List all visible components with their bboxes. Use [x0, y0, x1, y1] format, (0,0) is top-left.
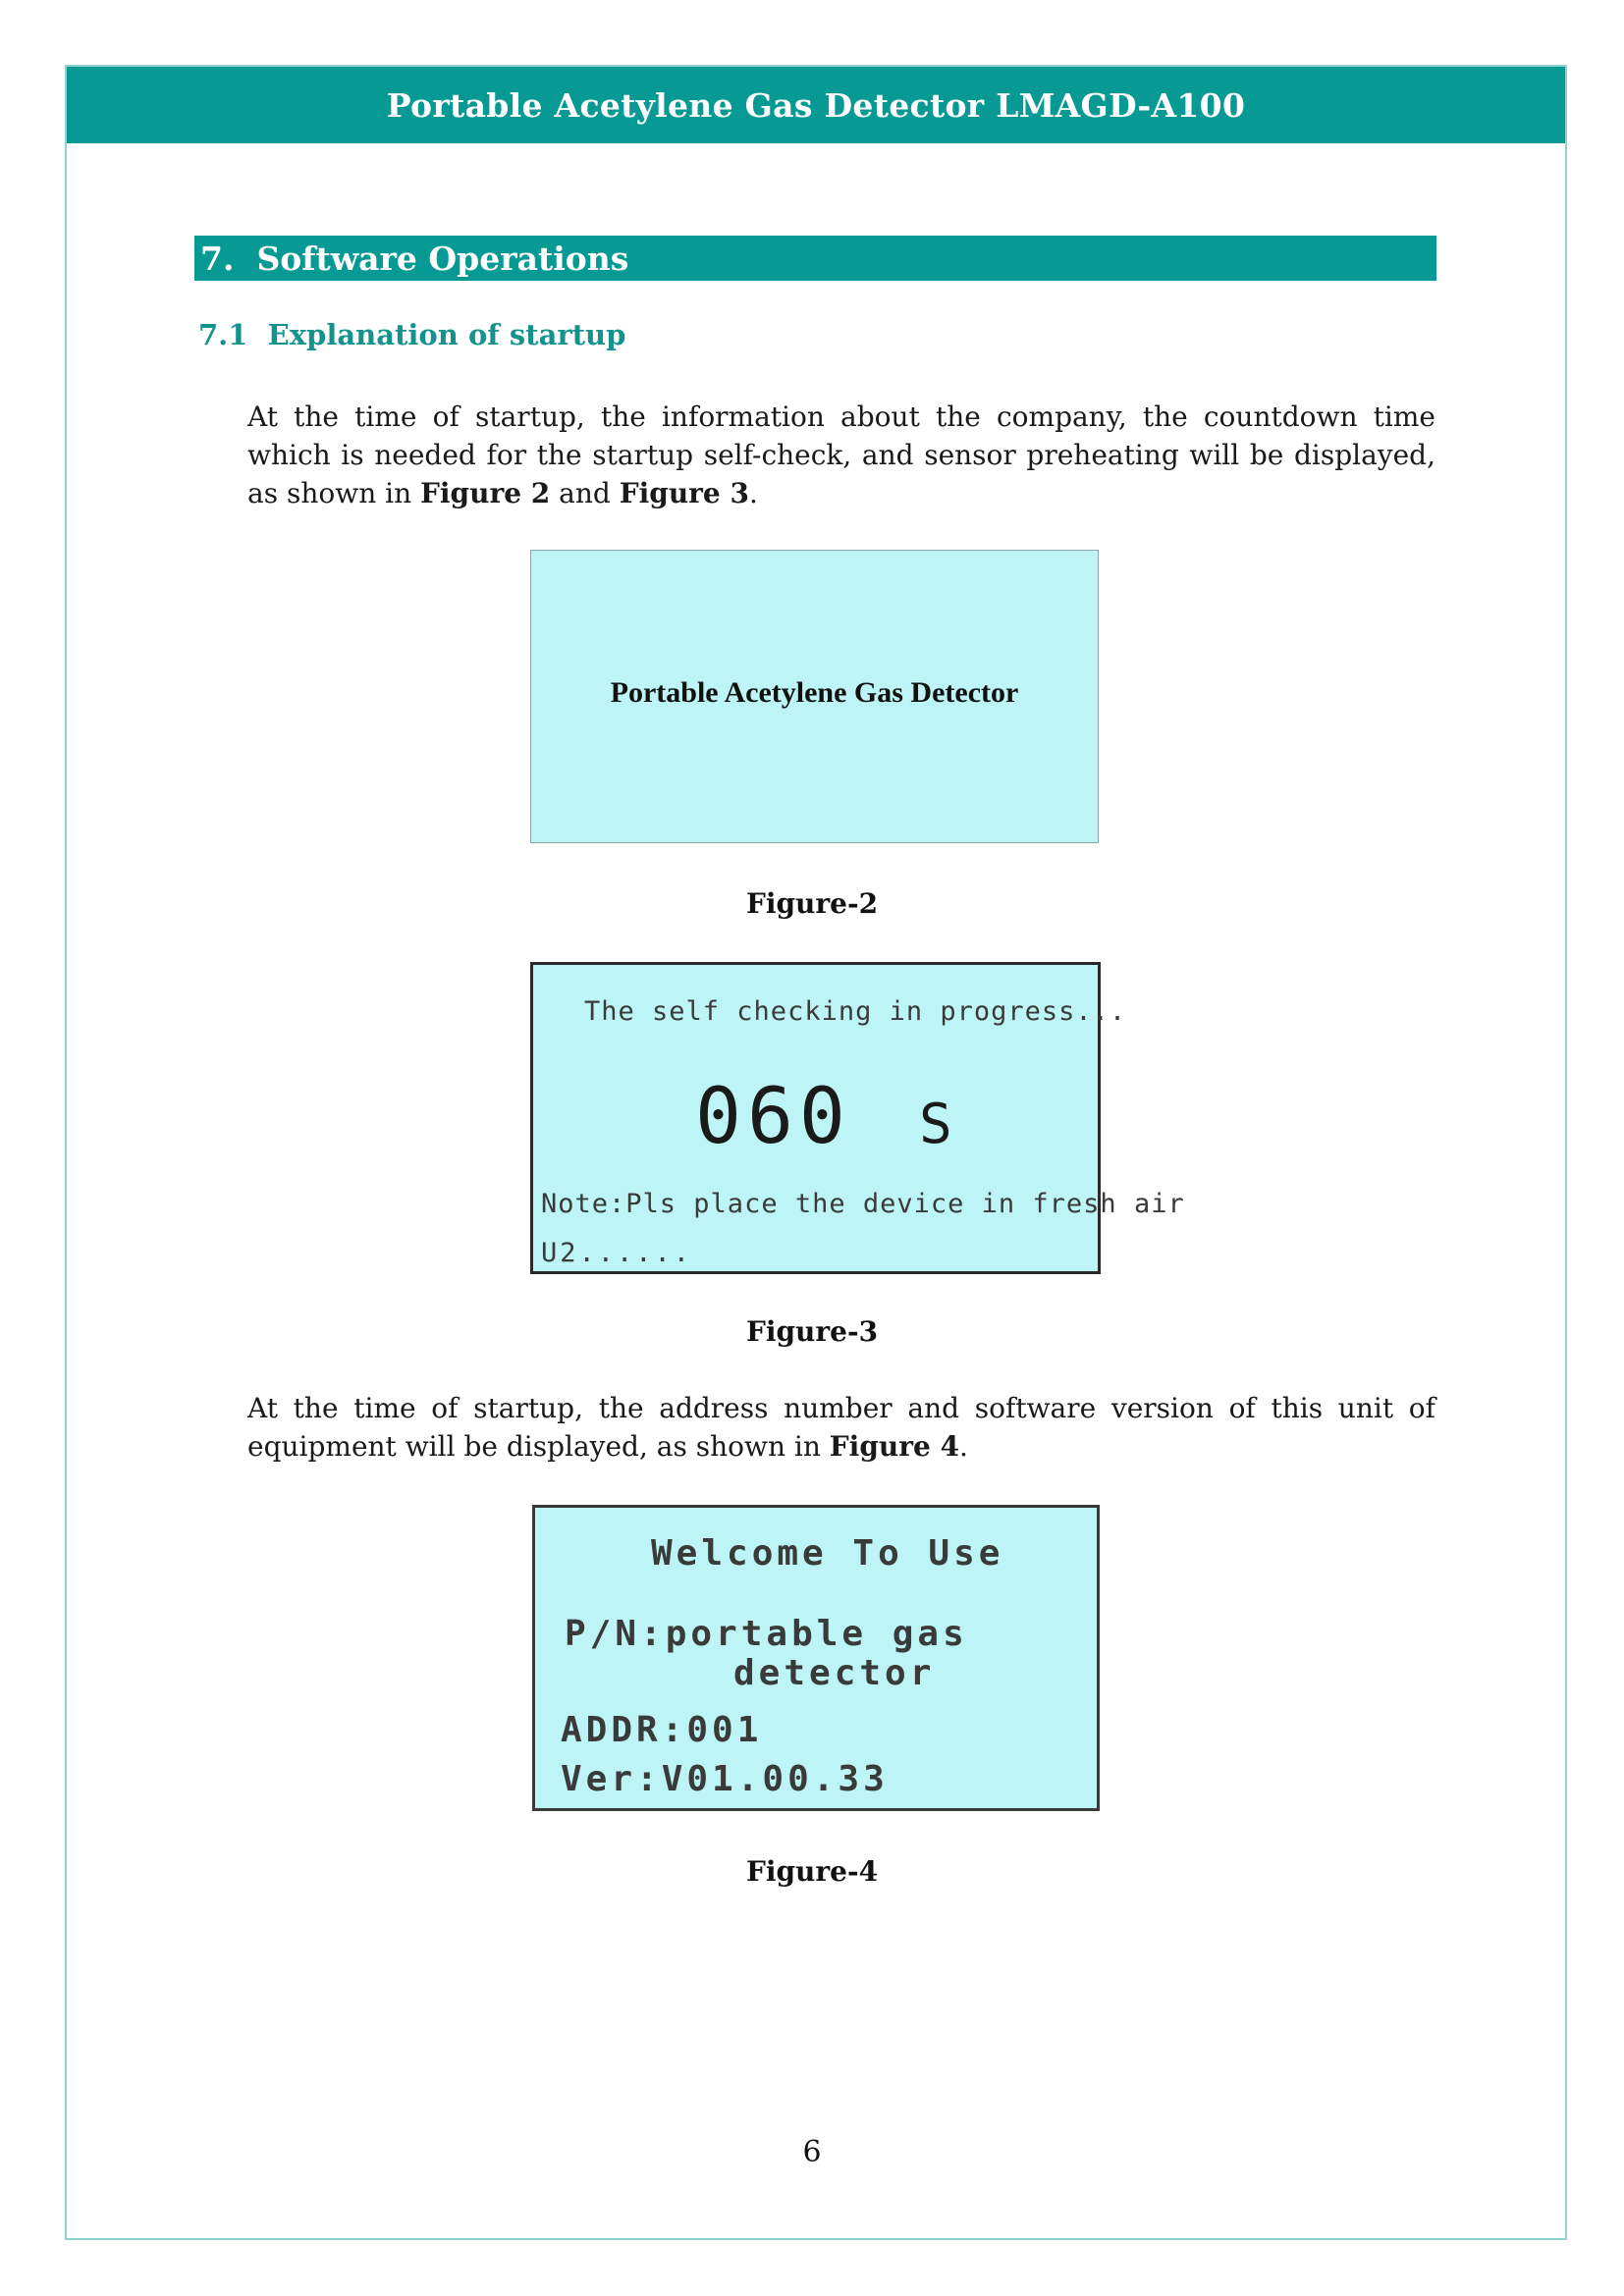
para2-text-after: .	[959, 1430, 968, 1463]
figure-2-screen-text: Portable Acetylene Gas Detector	[610, 676, 1019, 709]
status-line: U2......	[541, 1238, 693, 1268]
figure-2-caption: Figure-2	[745, 887, 879, 920]
para2-text-before: At the time of startup, the address number and software version of this unit of equipment will be displayed, as shown in	[247, 1392, 1435, 1463]
para1-text-after: .	[748, 477, 758, 509]
address-value: ADDR:001	[561, 1710, 763, 1750]
figure-4-caption: Figure-4	[745, 1855, 879, 1888]
fresh-air-note: Note:Pls place the device in fresh air	[541, 1189, 1185, 1219]
countdown-unit: S	[919, 1093, 952, 1156]
para1-text-before: At the time of startup, the information about the company, the countdown time which is needed for the startup self-check, and sensor preheating will be displayed, as shown in	[247, 400, 1435, 509]
figure-3-screen	[530, 962, 1185, 1274]
startup-paragraph	[247, 398, 1435, 512]
figure-3-reference: Figure 3	[619, 477, 749, 509]
page-number: 6	[802, 2135, 822, 2169]
version-value: Ver:V01.00.33	[561, 1759, 889, 1799]
section-heading	[194, 236, 1436, 281]
self-check-message: The self checking in progress...	[584, 996, 1127, 1027]
section-number: 7.	[200, 239, 235, 278]
para1-text-mid: and	[550, 477, 620, 509]
figure-2-reference: Figure 2	[420, 477, 551, 509]
welcome-text: Welcome To Use	[651, 1533, 1004, 1574]
part-number-line2: detector	[733, 1653, 936, 1693]
figure-2-screen	[530, 550, 1099, 843]
figure-3-caption: Figure-3	[745, 1315, 879, 1348]
figure-4-reference: Figure 4	[829, 1430, 960, 1463]
subsection-heading	[198, 318, 625, 351]
countdown-value: 060	[695, 1073, 851, 1161]
part-number-line1: P/N:portable gas	[565, 1614, 968, 1654]
document-title: Portable Acetylene Gas Detector LMAGD-A100	[386, 85, 1246, 125]
address-version-paragraph	[247, 1389, 1435, 1466]
section-name: Software Operations	[256, 239, 629, 278]
section-title	[200, 240, 628, 278]
figure-4-screen	[532, 1505, 1100, 1811]
subsection-number: 7.1	[198, 318, 248, 351]
subsection-title: Explanation of startup	[267, 318, 626, 351]
document-header	[67, 67, 1565, 143]
